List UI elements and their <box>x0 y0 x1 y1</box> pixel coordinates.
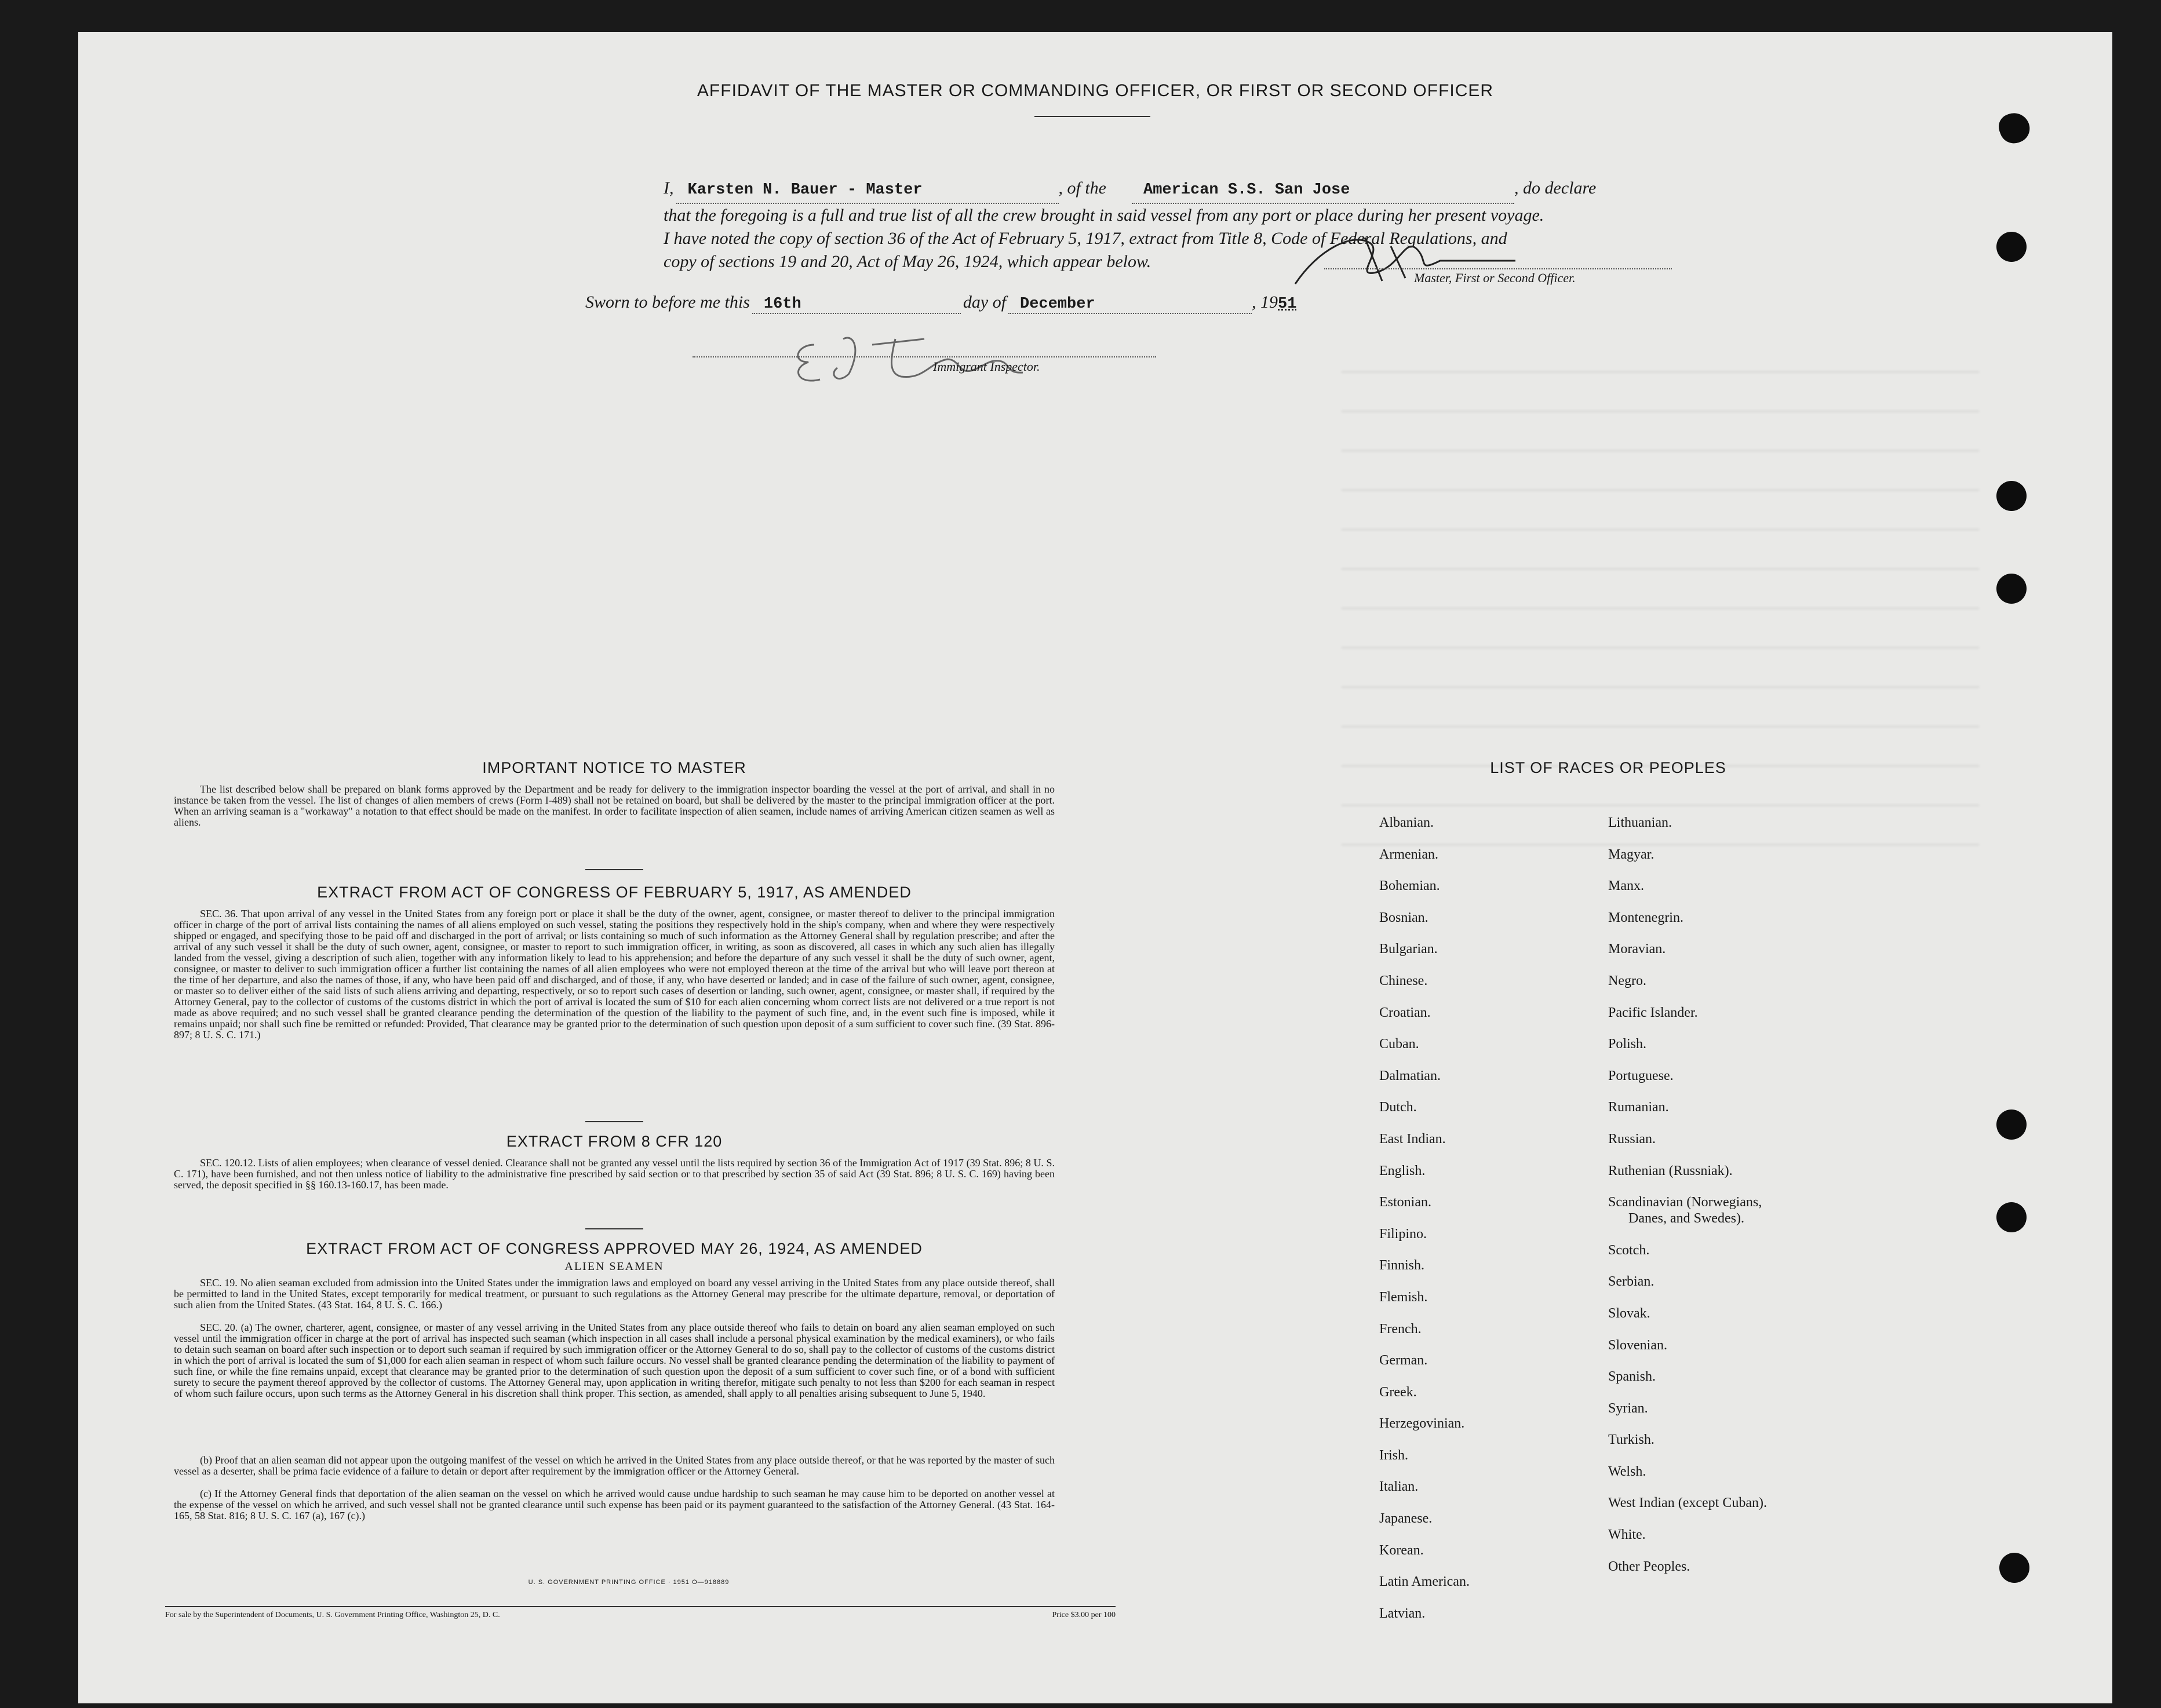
extract-1924-title: EXTRACT FROM ACT OF CONGRESS APPROVED MAY 26, 1924, AS AMENDED <box>306 1240 923 1257</box>
alien-seamen-subtitle: ALIEN SEAMEN <box>564 1260 664 1273</box>
sworn-year: 51 <box>1278 295 1297 313</box>
race-list-item: Scotch. <box>1608 1242 1650 1258</box>
race-list-item: Italian. <box>1379 1479 1419 1495</box>
race-list-item: Armenian. <box>1379 846 1438 862</box>
year-prefix: , 19 <box>1252 293 1278 312</box>
declaration-text <box>664 177 1718 273</box>
race-list-item: Flemish. <box>1379 1289 1428 1305</box>
extract-1924-sec20a: SEC. 20. (a) The owner, charterer, agent, consignee, or master of any vessel arriving in the United States from any place outside thereof who fails to detain on board any alien seaman employed on such vessel until the immigration officer in charge at the port of arrival has inspected such seaman (which inspection in all cases shall include a personal physical examination by the medical examiners), or who fails to detain such seaman on board after such inspection or to deport such seaman if required by such immigration officer or the Attorney General to do so, shall pay to the collector of customs of the customs district in which the port of arrival is located the sum of $1,000 for each alien seaman in respect of whom such failure occurs. No vessel shall be granted clearance pending the determination of the liability to payment of such fine, or while the fine remains unpaid, except that clearance may be granted prior to the determination of such question upon the deposit of a sum sufficient to cover such fine, or of a bond with sufficient surety to secure the payment thereof approved by the collector of customs. The Attorney General may, upon application in writing therefor, mitigate such penalty to not less than $200 for each seaman in respect of whom such failure occurs, upon such terms as the Attorney General in his discretion shall think proper. This section, as amended, shall apply to all penalties arising subsequent to June 5, 1940. <box>174 1322 1055 1399</box>
race-list-item: Slovenian. <box>1608 1337 1667 1353</box>
declaration-line-3: I have noted the copy of section 36 of the Act of February 5, 1917, extract from Title 8, Code of Federal Regulations, and <box>664 229 1507 248</box>
race-list-item: Rumanian. <box>1608 1100 1669 1115</box>
race-list-item: Bosnian. <box>1379 910 1428 925</box>
cfr-body: SEC. 120.12. Lists of alien employees; when clearance of vessel denied. Clearance shall not be granted any vessel until the lists required by section 36 of the Immigration Act of 1917 (39 Stat. 896; 8 U. S. C. 171), have been furnished, and not then unless notice of liability to the administrative fine prescribed by said section or to that prescribed by section 35 of said Act (39 Stat. 896; 8 U. S. C. 169) having been served, the deposit specified in §§ 160.13-160.17, has been made. <box>174 1157 1055 1191</box>
declaration-line-4: copy of sections 19 and 20, Act of May 26, 1924, which appear below. <box>664 252 1151 271</box>
race-list-item: East Indian. <box>1379 1131 1446 1147</box>
race-list-item: Lithuanian. <box>1608 815 1672 830</box>
race-list-item: Greek. <box>1379 1384 1417 1400</box>
declaration-line-1 <box>664 177 1718 204</box>
race-list-item: Other Peoples. <box>1608 1559 1690 1574</box>
declaration-line-2: that the foregoing is a full and true list of all the crew brought in said vessel from any port or place during her present voyage. <box>664 206 1544 225</box>
race-list-item: Bohemian. <box>1379 878 1440 894</box>
i-label: I, <box>664 178 674 198</box>
gpo-imprint: U. S. GOVERNMENT PRINTING OFFICE · 1951 O—918889 <box>528 1579 730 1586</box>
race-list-item: Latin American. <box>1379 1574 1470 1590</box>
affidavit-title: AFFIDAVIT OF THE MASTER OR COMMANDING OFFICER, OR FIRST OR SECOND OFFICER <box>697 81 1494 100</box>
race-list-item: Negro. <box>1608 973 1646 988</box>
race-list-item: Dutch. <box>1379 1100 1417 1115</box>
master-name: Karsten N. Bauer - Master <box>687 181 923 199</box>
punch-hole <box>1996 1202 2027 1232</box>
race-list-item: Moravian. <box>1608 941 1666 957</box>
race-list-item: Latvian. <box>1379 1605 1426 1621</box>
race-list-item: Russian. <box>1608 1131 1656 1147</box>
notice-body: The list described below shall be prepared on blank forms approved by the Department and be ready for delivery to the immigration inspector boarding the vessel at the port of arrival, and shall in no instance be taken from the vessel. The list of changes of alien members of crews (Form I-489) shall not be retained on board, but shall be delivered by the master to the principal immigration officer at the port. When an arriving seaman is a "workaway" a notation to that effect should be made on the manifest. In order to facilitate inspection of alien seamen, include names of arriving American citizen seamen as well as aliens. <box>174 783 1055 828</box>
extract-1917-body: SEC. 36. That upon arrival of any vessel in the United States from any foreign port or place it shall be the duty of the owner, agent, consignee, or master thereof to deliver to the principal immigration officer in charge of the port of arrival lists containing the names of all aliens employed on such vessel, stating the positions they respectively hold in the ship's company, when and where they were respectively shipped or engaged, and specifying those to be paid off and discharged in the port of arrival; or lists containing so much of such information as the Attorney General shall by regulation prescribe; and after the arrival of any such vessel it shall be the duty of such owner, agent, consignee, or master to report to such immigration officer, in writing, as soon as discovered, all cases in which any such alien has illegally landed from the vessel, giving a description of such alien, together with any information likely to lead to his apprehension; and before the departure of any such vessel it shall be the duty of such owner, agent, consignee, or master to deliver to such immigration officer a further list containing the names of all alien employees who were not employed thereon at the time of the arrival but who will leave port thereon at the time of her departure, and also the names of those, if any, who have been paid off and discharged, and of those, if any, who have deserted or landed; and in case of the failure of such owner, agent, consignee, or master so to deliver either of the said lists of such aliens arriving and departing, respectively, or so to report such cases of desertion or landing, such owner, agent, consignee, or master shall, if required by the Attorney General, pay to the collector of customs of the customs district in which the port of arrival is located the sum of $10 for each alien concerning whom correct lists are not delivered or a true report is not made as above required; and no such vessel shall be granted clearance pending the determination of the question of the liability to the payment of such fine, and, in the event such fine is imposed, while it remains unpaid; nor shall such fine be remitted or refunded: Provided, That clearance may be granted prior to the determination of such question upon deposit of a sum sufficient to cover such fine. (39 Stat. 896-897; 8 U. S. C. 171.) <box>174 908 1055 1041</box>
race-list-item: Croatian. <box>1379 1005 1431 1020</box>
extract-1924-sec19: SEC. 19. No alien seaman excluded from admission into the United States under the immigration laws and employed on board any vessel arriving in the United States from any place outside thereof, shall be permitted to land in the United States, except temporarily for medical treatment, or pursuant to such regulations as the Attorney General may prescribe for the ultimate departure, removal, or deportation of such alien from the United States. (43 Stat. 164, 8 U. S. C. 166.) <box>174 1277 1055 1311</box>
races-title: LIST OF RACES OR PEOPLES <box>1490 759 1726 776</box>
footer-rule <box>165 1606 1116 1607</box>
race-list-item: Chinese. <box>1379 973 1428 988</box>
punch-hole <box>1995 109 2034 148</box>
race-list-item: German. <box>1379 1353 1428 1368</box>
race-list-item: Finnish. <box>1379 1258 1425 1273</box>
race-list-item: Danes, and Swedes). <box>1628 1211 1744 1227</box>
punch-hole <box>1996 232 2027 262</box>
race-list-item: Herzegovinian. <box>1379 1416 1465 1432</box>
footer-sale-notice: For sale by the Superintendent of Documents, U. S. Government Printing Office, Washington 25, D. C. <box>165 1611 500 1619</box>
cfr-title: EXTRACT FROM 8 CFR 120 <box>506 1133 723 1150</box>
master-name-field <box>676 178 1059 204</box>
race-list-item: Irish. <box>1379 1447 1408 1463</box>
sworn-month-field <box>1008 295 1252 314</box>
race-list-item: Polish. <box>1608 1037 1647 1052</box>
extract-1924-sec20b: (b) Proof that an alien seaman did not appear upon the outgoing manifest of the vessel on which he arrived in the United States from any place outside thereof, or that he was reported by the master of such vessel as a deserter, shall be prima facie evidence of a failure to detain or deport after requirement by the immigration officer or the Attorney General. <box>174 1454 1055 1477</box>
race-list-item: White. <box>1608 1527 1646 1543</box>
divider <box>585 1121 643 1122</box>
punch-hole <box>1999 1553 2029 1583</box>
race-list-item: Ruthenian (Russniak). <box>1608 1163 1733 1178</box>
vessel-name-field <box>1132 178 1514 204</box>
races-column-1 <box>1379 814 1599 1636</box>
race-list-item: Welsh. <box>1608 1464 1646 1479</box>
race-list-item: Estonian. <box>1379 1195 1431 1210</box>
document-page <box>78 32 2112 1703</box>
sworn-label: Sworn to before me this <box>585 293 750 312</box>
notice-title: IMPORTANT NOTICE TO MASTER <box>482 759 746 776</box>
vessel-name: American S.S. San Jose <box>1143 181 1350 199</box>
sworn-line <box>585 293 1296 314</box>
signature-caption: Master, First or Second Officer. <box>1414 271 1576 285</box>
race-list-item: Japanese. <box>1379 1511 1433 1527</box>
race-list-item: Manx. <box>1608 878 1644 894</box>
extract-1917-title: EXTRACT FROM ACT OF CONGRESS OF FEBRUARY 5, 1917, AS AMENDED <box>317 884 912 901</box>
sworn-day-field <box>752 295 961 314</box>
race-list-item: Slovak. <box>1608 1305 1650 1321</box>
race-list-item: French. <box>1379 1321 1422 1337</box>
title-divider <box>1034 116 1150 117</box>
divider <box>585 869 643 870</box>
extract-1924-sec20c: (c) If the Attorney General finds that deportation of the alien seaman on the vessel on which he arrived would cause undue hardship to such seaman he may cause him to be deported on another vessel at the expense of the vessel on which he arrived, and such vessel shall not be granted clearance until such expense has been paid or its payment guaranteed to the satisfaction of the Attorney General. (43 Stat. 164-165, 58 Stat. 816; 8 U. S. C. 167 (a), 167 (c).) <box>174 1488 1055 1521</box>
inspector-signature-line <box>693 356 1156 357</box>
race-list-item: Bulgarian. <box>1379 941 1438 957</box>
signature-line <box>1324 268 1672 269</box>
race-list-item: Scandinavian (Norwegians, <box>1608 1195 1762 1210</box>
race-list-item: Korean. <box>1379 1542 1424 1558</box>
race-list-item: Turkish. <box>1608 1432 1655 1448</box>
race-list-item: Pacific Islander. <box>1608 1005 1698 1020</box>
race-list-item: Serbian. <box>1608 1274 1655 1290</box>
race-list-item: Spanish. <box>1608 1369 1656 1385</box>
of-the-label: , of the <box>1058 178 1106 198</box>
race-list-item: Magyar. <box>1608 846 1655 862</box>
do-declare-label: , do declare <box>1514 178 1597 198</box>
day-of-label: day of <box>963 293 1007 312</box>
sworn-month: December <box>1020 295 1095 313</box>
races-column-2 <box>1608 814 1909 1589</box>
race-list-item: Albanian. <box>1379 815 1434 830</box>
punch-hole <box>1996 1110 2027 1140</box>
race-list-item: Dalmatian. <box>1379 1068 1441 1083</box>
race-list-item: Montenegrin. <box>1608 910 1683 925</box>
footer-price: Price $3.00 per 100 <box>1052 1611 1116 1619</box>
race-list-item: Filipino. <box>1379 1226 1427 1242</box>
race-list-item: Syrian. <box>1608 1400 1648 1416</box>
race-list-item: English. <box>1379 1163 1426 1178</box>
race-list-item: Portuguese. <box>1608 1068 1674 1083</box>
race-list-item: Cuban. <box>1379 1037 1419 1052</box>
inspector-caption: Immigrant Inspector. <box>933 359 1040 374</box>
divider <box>585 1228 643 1229</box>
sworn-day: 16th <box>763 295 801 313</box>
race-list-item: West Indian (except Cuban). <box>1608 1495 1767 1511</box>
